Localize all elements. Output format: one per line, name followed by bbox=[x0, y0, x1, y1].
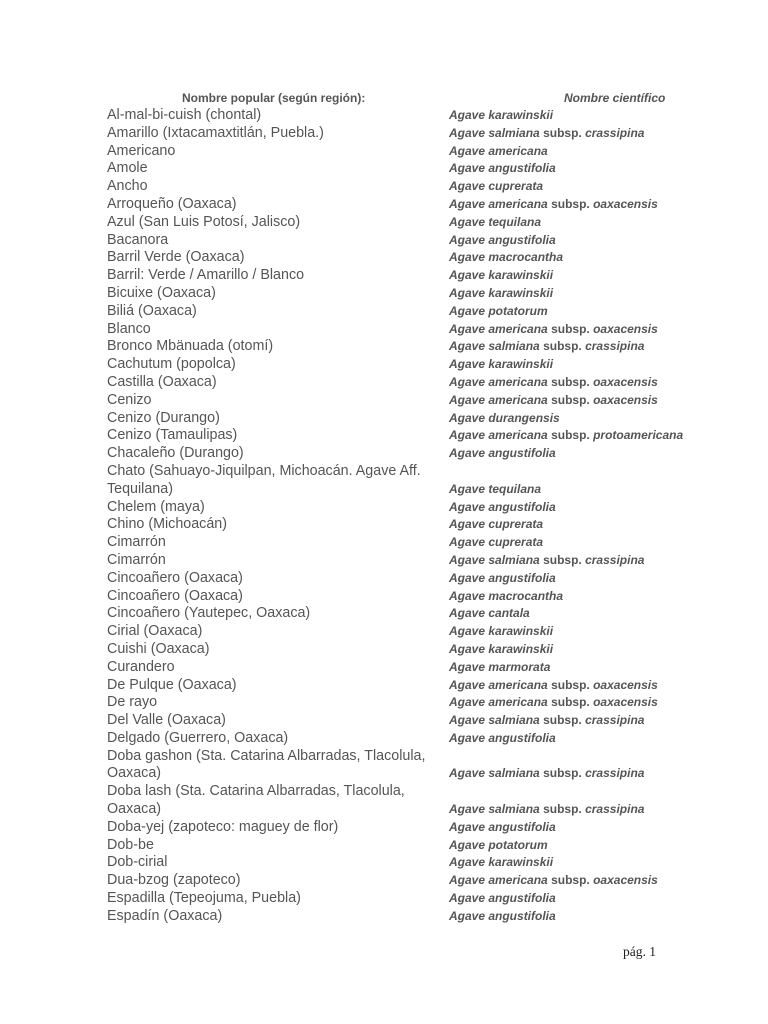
popular-name-line: Barril: Verde / Amarillo / Blanco bbox=[107, 267, 305, 284]
species-name: Agave potatorum bbox=[449, 837, 548, 852]
scientific-name bbox=[449, 214, 541, 232]
scientific-name bbox=[449, 410, 560, 428]
popular-name-line: Bronco Mbänuada (otomí) bbox=[107, 338, 274, 355]
list-item bbox=[0, 214, 768, 232]
scientific-name bbox=[449, 196, 658, 214]
subspecies-name: oaxacensis bbox=[593, 196, 658, 211]
popular-name-line: Oaxaca) bbox=[107, 801, 162, 818]
list-item bbox=[0, 819, 768, 837]
popular-name-line: Arroqueño (Oaxaca) bbox=[107, 195, 237, 212]
subsp-abbrev: subsp. bbox=[551, 321, 590, 336]
species-name: Agave cuprerata bbox=[449, 179, 544, 194]
name-list bbox=[0, 107, 768, 926]
popular-name bbox=[107, 232, 168, 250]
species-name: Agave americana bbox=[449, 695, 548, 710]
popular-name bbox=[107, 748, 425, 784]
popular-name-line: Chino (Michoacán) bbox=[107, 516, 227, 533]
column-header-popular: Nombre popular (según región): bbox=[182, 91, 366, 105]
subspecies-name: oaxacensis bbox=[593, 695, 658, 710]
popular-name bbox=[107, 427, 237, 445]
subsp-abbrev: subsp. bbox=[551, 677, 590, 692]
scientific-name bbox=[449, 374, 658, 392]
scientific-name bbox=[449, 232, 556, 250]
scientific-name bbox=[449, 267, 553, 285]
scientific-name bbox=[449, 285, 553, 303]
popular-name bbox=[107, 303, 197, 321]
scientific-name bbox=[449, 499, 556, 517]
list-item bbox=[0, 285, 768, 303]
list-item bbox=[0, 552, 768, 570]
scientific-name bbox=[449, 445, 556, 463]
scientific-name bbox=[449, 160, 556, 178]
list-item bbox=[0, 463, 768, 499]
scientific-name bbox=[449, 641, 553, 659]
scientific-name bbox=[449, 338, 644, 356]
popular-name-line: Cincoañero (Oaxaca) bbox=[107, 569, 243, 586]
popular-name bbox=[107, 712, 226, 730]
popular-name bbox=[107, 107, 261, 125]
popular-name bbox=[107, 516, 227, 534]
species-name: Agave karawinskii bbox=[449, 108, 554, 122]
species-name: Agave americana bbox=[449, 392, 548, 407]
list-item bbox=[0, 783, 768, 819]
species-name: Agave salmiana bbox=[449, 766, 540, 781]
list-item bbox=[0, 872, 768, 890]
list-item bbox=[0, 338, 768, 356]
popular-name-line: Azul (San Luis Potosí, Jalisco) bbox=[107, 213, 301, 230]
scientific-name bbox=[449, 125, 644, 143]
list-item bbox=[0, 143, 768, 161]
popular-name bbox=[107, 338, 273, 356]
species-name: Agave angustifolia bbox=[449, 570, 556, 585]
species-name: Agave angustifolia bbox=[449, 446, 556, 461]
subsp-abbrev: subsp. bbox=[551, 695, 590, 710]
popular-name-line: Barril Verde (Oaxaca) bbox=[107, 249, 245, 266]
popular-name bbox=[107, 641, 210, 659]
popular-name-line: Amole bbox=[107, 160, 148, 177]
popular-name-line: Tequilana) bbox=[107, 480, 173, 497]
popular-name-line: Chato (Sahuayo-Jiquilpan, Michoacán. Agave Aff. bbox=[107, 462, 421, 479]
subspecies-name: crassipina bbox=[585, 766, 645, 781]
popular-name bbox=[107, 143, 175, 161]
popular-name-line: Chacaleño (Durango) bbox=[107, 445, 244, 462]
list-item bbox=[0, 677, 768, 695]
scientific-name bbox=[449, 516, 543, 534]
popular-name-line: Del Valle (Oaxaca) bbox=[107, 712, 226, 729]
popular-name-line: Cachutum (popolca) bbox=[107, 356, 236, 373]
scientific-name bbox=[449, 659, 550, 677]
species-name: Agave karawinskii bbox=[449, 624, 554, 639]
list-item bbox=[0, 392, 768, 410]
list-item bbox=[0, 534, 768, 552]
species-name: Agave durangensis bbox=[449, 410, 560, 425]
species-name: Agave angustifolia bbox=[449, 232, 556, 247]
popular-name-line: Cincoañero (Yautepec, Oaxaca) bbox=[107, 605, 311, 622]
subsp-abbrev: subsp. bbox=[543, 766, 582, 781]
popular-name bbox=[107, 374, 217, 392]
list-item bbox=[0, 641, 768, 659]
popular-name-line: Cenizo (Tamaulipas) bbox=[107, 427, 238, 444]
popular-name-line: Cincoañero (Oaxaca) bbox=[107, 587, 243, 604]
list-item bbox=[0, 605, 768, 623]
popular-name-line: Espadilla (Tepeojuma, Puebla) bbox=[107, 890, 301, 907]
subspecies-name: crassipina bbox=[585, 713, 645, 728]
subsp-abbrev: subsp. bbox=[543, 713, 582, 728]
popular-name-line: Dob-be bbox=[107, 836, 154, 853]
popular-name-line: Ancho bbox=[107, 178, 148, 195]
subsp-abbrev: subsp. bbox=[543, 125, 582, 140]
popular-name bbox=[107, 534, 166, 552]
list-item bbox=[0, 712, 768, 730]
scientific-name bbox=[449, 392, 658, 410]
scientific-name bbox=[449, 321, 658, 339]
subspecies-name: oaxacensis bbox=[593, 677, 658, 692]
list-item bbox=[0, 445, 768, 463]
species-name: Agave angustifolia bbox=[449, 161, 556, 176]
species-name: Agave salmiana bbox=[449, 552, 540, 567]
popular-name-line: Americano bbox=[107, 142, 176, 159]
popular-name-line: Oaxaca) bbox=[107, 765, 162, 782]
list-item bbox=[0, 178, 768, 196]
scientific-name bbox=[449, 908, 556, 926]
scientific-name bbox=[449, 890, 556, 908]
scientific-name bbox=[449, 552, 644, 570]
species-name: Agave cantala bbox=[449, 606, 530, 621]
popular-name-line: Cimarrón bbox=[107, 551, 166, 568]
popular-name-line: Doba lash (Sta. Catarina Albarradas, Tlacolula, bbox=[107, 783, 405, 800]
subsp-abbrev: subsp. bbox=[551, 428, 590, 443]
scientific-name bbox=[449, 837, 548, 855]
list-item bbox=[0, 303, 768, 321]
popular-name bbox=[107, 783, 405, 819]
popular-name-line: Cenizo bbox=[107, 391, 152, 408]
scientific-name bbox=[449, 712, 644, 730]
list-item bbox=[0, 249, 768, 267]
popular-name-line: Al-mal-bi-cuish (chontal) bbox=[107, 107, 262, 123]
species-name: Agave marmorata bbox=[449, 659, 551, 674]
popular-name-line: Biliá (Oaxaca) bbox=[107, 302, 197, 319]
popular-name bbox=[107, 267, 304, 285]
popular-name bbox=[107, 659, 175, 677]
popular-name bbox=[107, 605, 310, 623]
list-item bbox=[0, 356, 768, 374]
species-name: Agave cuprerata bbox=[449, 517, 544, 532]
popular-name-line: Blanco bbox=[107, 320, 151, 337]
scientific-name bbox=[449, 588, 563, 606]
species-name: Agave karawinskii bbox=[449, 855, 554, 870]
popular-name bbox=[107, 196, 237, 214]
species-name: Agave americana bbox=[449, 428, 548, 443]
subspecies-name: protoamericana bbox=[593, 428, 684, 443]
species-name: Agave potatorum bbox=[449, 303, 548, 318]
list-item bbox=[0, 570, 768, 588]
species-name: Agave angustifolia bbox=[449, 499, 556, 514]
subspecies-name: oaxacensis bbox=[593, 873, 658, 888]
popular-name-line: Chelem (maya) bbox=[107, 498, 205, 515]
popular-name-line: Cimarrón bbox=[107, 534, 166, 551]
list-item bbox=[0, 588, 768, 606]
scientific-name bbox=[449, 605, 530, 623]
popular-name bbox=[107, 837, 154, 855]
species-name: Agave karawinskii bbox=[449, 357, 554, 372]
popular-name bbox=[107, 890, 301, 908]
popular-name-line: Bacanora bbox=[107, 231, 169, 248]
scientific-name bbox=[449, 481, 541, 499]
scientific-name bbox=[449, 143, 548, 161]
scientific-name bbox=[449, 801, 644, 819]
scientific-name bbox=[449, 570, 556, 588]
scientific-name bbox=[449, 623, 553, 641]
scientific-name bbox=[449, 694, 658, 712]
subsp-abbrev: subsp. bbox=[543, 552, 582, 567]
list-item bbox=[0, 659, 768, 677]
popular-name-line: Doba-yej (zapoteco: maguey de flor) bbox=[107, 818, 339, 835]
popular-name-line: Castilla (Oaxaca) bbox=[107, 373, 217, 390]
subsp-abbrev: subsp. bbox=[551, 374, 590, 389]
scientific-name bbox=[449, 534, 543, 552]
list-item bbox=[0, 623, 768, 641]
species-name: Agave cuprerata bbox=[449, 535, 544, 550]
scientific-name bbox=[449, 107, 553, 125]
subsp-abbrev: subsp. bbox=[551, 196, 590, 211]
list-item bbox=[0, 730, 768, 748]
popular-name bbox=[107, 623, 202, 641]
popular-name bbox=[107, 125, 324, 143]
subsp-abbrev: subsp. bbox=[551, 873, 590, 888]
species-name: Agave angustifolia bbox=[449, 891, 556, 906]
popular-name bbox=[107, 445, 244, 463]
popular-name-line: Bicuixe (Oaxaca) bbox=[107, 284, 216, 301]
popular-name bbox=[107, 694, 157, 712]
scientific-name bbox=[449, 356, 553, 374]
species-name: Agave salmiana bbox=[449, 339, 540, 354]
species-name: Agave americana bbox=[449, 374, 548, 389]
popular-name bbox=[107, 160, 148, 178]
subspecies-name: crassipina bbox=[585, 339, 645, 354]
list-item bbox=[0, 374, 768, 392]
scientific-name bbox=[449, 178, 543, 196]
subspecies-name: oaxacensis bbox=[593, 321, 658, 336]
page-number: pág. 1 bbox=[623, 944, 656, 959]
popular-name bbox=[107, 356, 236, 374]
subspecies-name: crassipina bbox=[585, 552, 645, 567]
species-name: Agave salmiana bbox=[449, 713, 540, 728]
column-header-scientific: Nombre científico bbox=[564, 91, 666, 105]
popular-name bbox=[107, 285, 216, 303]
list-item bbox=[0, 890, 768, 908]
popular-name bbox=[107, 730, 288, 748]
popular-name-line: Dua-bzog (zapoteco) bbox=[107, 872, 241, 889]
species-name: Agave macrocantha bbox=[449, 588, 564, 603]
species-name: Agave salmiana bbox=[449, 802, 540, 817]
species-name: Agave americana bbox=[449, 143, 548, 158]
popular-name bbox=[107, 499, 205, 517]
popular-name-line: Cuishi (Oaxaca) bbox=[107, 640, 210, 657]
popular-name bbox=[107, 249, 244, 267]
popular-name bbox=[107, 463, 421, 499]
scientific-name bbox=[449, 249, 563, 267]
popular-name-line: Curandero bbox=[107, 658, 175, 675]
list-item bbox=[0, 427, 768, 445]
subspecies-name: crassipina bbox=[585, 802, 645, 817]
popular-name-line: Espadín (Oaxaca) bbox=[107, 907, 223, 924]
popular-name-line: Delgado (Guerrero, Oaxaca) bbox=[107, 729, 289, 746]
scientific-name bbox=[449, 854, 553, 872]
scientific-name bbox=[449, 730, 556, 748]
scientific-name bbox=[449, 872, 658, 890]
list-item bbox=[0, 321, 768, 339]
popular-name bbox=[107, 178, 148, 196]
popular-name-line: Cirial (Oaxaca) bbox=[107, 623, 203, 640]
list-item bbox=[0, 748, 768, 784]
species-name: Agave tequilana bbox=[449, 214, 542, 229]
species-name: Agave americana bbox=[449, 321, 548, 336]
popular-name bbox=[107, 854, 167, 872]
subspecies-name: oaxacensis bbox=[593, 374, 658, 389]
species-name: Agave americana bbox=[449, 677, 548, 692]
scientific-name bbox=[449, 819, 556, 837]
list-item bbox=[0, 499, 768, 517]
species-name: Agave karawinskii bbox=[449, 641, 554, 656]
popular-name bbox=[107, 819, 338, 837]
popular-name bbox=[107, 392, 152, 410]
popular-name bbox=[107, 552, 166, 570]
species-name: Agave karawinskii bbox=[449, 285, 554, 300]
list-item bbox=[0, 125, 768, 143]
list-item bbox=[0, 837, 768, 855]
subspecies-name: oaxacensis bbox=[593, 392, 658, 407]
popular-name-line: Cenizo (Durango) bbox=[107, 409, 220, 426]
species-name: Agave macrocantha bbox=[449, 250, 564, 265]
popular-name bbox=[107, 677, 237, 695]
species-name: Agave angustifolia bbox=[449, 819, 556, 834]
subsp-abbrev: subsp. bbox=[543, 339, 582, 354]
popular-name bbox=[107, 872, 241, 890]
scientific-name bbox=[449, 765, 644, 783]
popular-name bbox=[107, 410, 220, 428]
list-item bbox=[0, 267, 768, 285]
popular-name-line: Doba gashon (Sta. Catarina Albarradas, Tlacolula, bbox=[107, 747, 426, 764]
list-item bbox=[0, 410, 768, 428]
popular-name bbox=[107, 908, 222, 926]
popular-name-line: De Pulque (Oaxaca) bbox=[107, 676, 237, 693]
list-item bbox=[0, 516, 768, 534]
list-item bbox=[0, 854, 768, 872]
popular-name-line: Amarillo (Ixtacamaxtitlán, Puebla.) bbox=[107, 124, 324, 141]
scientific-name bbox=[449, 427, 683, 445]
species-name: Agave angustifolia bbox=[449, 730, 556, 745]
popular-name bbox=[107, 588, 243, 606]
list-item bbox=[0, 160, 768, 178]
list-item bbox=[0, 694, 768, 712]
species-name: Agave salmiana bbox=[449, 125, 540, 140]
popular-name bbox=[107, 214, 300, 232]
popular-name bbox=[107, 570, 243, 588]
scientific-name bbox=[449, 303, 548, 321]
subsp-abbrev: subsp. bbox=[551, 392, 590, 407]
species-name: Agave americana bbox=[449, 873, 548, 888]
species-name: Agave americana bbox=[449, 196, 548, 211]
species-name: Agave tequilana bbox=[449, 481, 542, 496]
species-name: Agave angustifolia bbox=[449, 908, 556, 923]
list-item bbox=[0, 107, 768, 125]
subspecies-name: crassipina bbox=[585, 125, 645, 140]
popular-name bbox=[107, 321, 151, 339]
list-item bbox=[0, 908, 768, 926]
list-item bbox=[0, 232, 768, 250]
popular-name-line: Dob-cirial bbox=[107, 854, 168, 871]
species-name: Agave karawinskii bbox=[449, 268, 554, 283]
popular-name-line: De rayo bbox=[107, 694, 158, 711]
subsp-abbrev: subsp. bbox=[543, 802, 582, 817]
list-item bbox=[0, 196, 768, 214]
scientific-name bbox=[449, 677, 658, 695]
